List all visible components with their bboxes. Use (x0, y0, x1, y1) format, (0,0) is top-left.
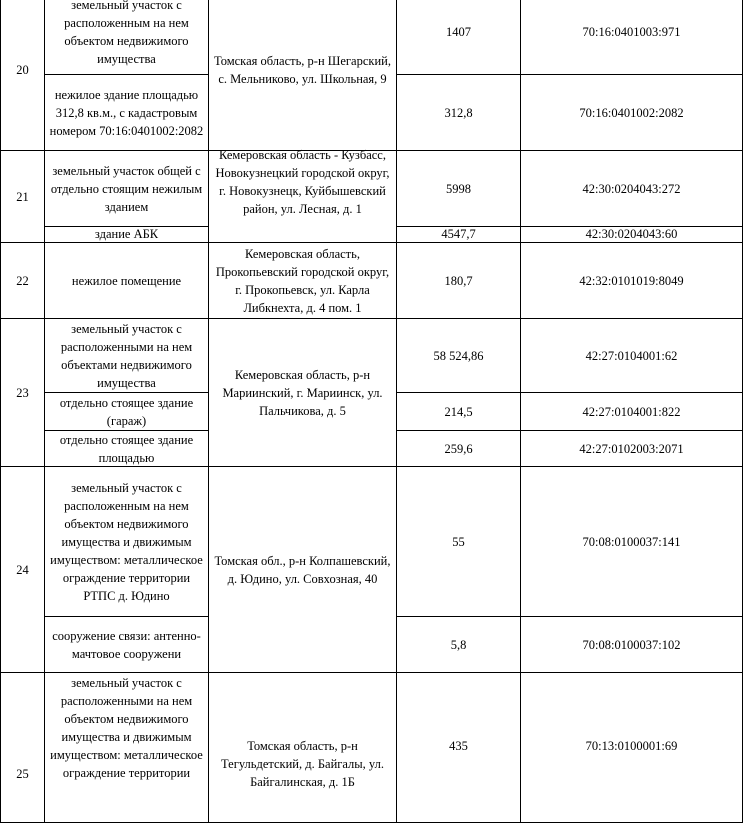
table-row (1, 319, 743, 393)
object-area: 58 524,86 (397, 319, 521, 393)
object-name: нежилое здание площадью 312,8 кв.м., с кадастровым номером 70:16:0401002:2082 (45, 75, 209, 151)
row-number: 21 (1, 151, 45, 243)
object-name: здание АБК (45, 227, 209, 243)
cadastral-number: 42:27:0104001:822 (521, 393, 743, 431)
object-address: Томская область, р-н Тегульдетский, д. Байгалы, ул. Байгалинская, д. 1Б (209, 673, 397, 823)
object-area: 259,6 (397, 431, 521, 467)
object-name: земельный участок с расположенными на нем объектами недвижимого имущества (45, 319, 209, 393)
object-name: земельный участок с расположенными на нем объектом недвижимого имущества и движимым имуществом: металлическое ограждение территории (45, 673, 209, 823)
table-row (1, 0, 743, 75)
object-area: 214,5 (397, 393, 521, 431)
object-name (45, 431, 209, 467)
object-name: земельный участок с расположенным на нем объектом недвижимого имущества и движимым имуществом: металлическое ограждение территории РТПС д. Юдино (45, 467, 209, 617)
cadastral-number: 70:13:0100001:69 (521, 673, 743, 823)
object-address: Томская область, р-н Шегарский, с. Мельниково, ул. Школьная, 9 (209, 0, 397, 151)
object-area: 435 (397, 673, 521, 823)
object-area: 312,8 (397, 75, 521, 151)
object-name: отдельно стоящее здание (гараж) (45, 393, 209, 431)
object-address: Томская обл., р-н Колпашевский, д. Юдино, ул. Совхозная, 40 (209, 467, 397, 673)
object-area: 1407 (397, 0, 521, 75)
object-address: Кемеровская область, р-н Мариинский, г. Мариинск, ул. Пальчикова, д. 5 (209, 319, 397, 467)
row-number: 20 (1, 0, 45, 151)
object-area: 4547,7 (397, 227, 521, 243)
cadastral-number: 42:32:0101019:8049 (521, 243, 743, 319)
object-name-text: отдельно стоящее здание площадью (59, 433, 194, 465)
cadastral-number: 70:08:0100037:102 (521, 617, 743, 673)
cadastral-number: 42:30:0204043:60 (521, 227, 743, 243)
object-address (209, 147, 397, 243)
object-name: земельный участок с расположенным на нем объектом недвижимого имущества (45, 0, 209, 75)
cadastral-number: 70:08:0100037:141 (521, 467, 743, 617)
cadastral-number: 70:16:0401002:2082 (521, 75, 743, 151)
cadastral-number: 70:16:0401003:971 (521, 0, 743, 75)
object-name: нежилое помещение (45, 243, 209, 319)
cadastral-number: 42:30:0204043:272 (521, 151, 743, 227)
row-number: 25 (1, 673, 45, 823)
table-row (1, 673, 743, 823)
address-text: Кемеровская область - Кузбасс, Новокузнецкий городской округ, г. Новокузнецк, Куйбышевский район, ул. Лесная, д. 1 (215, 147, 390, 216)
cadastral-number: 42:27:0104001:62 (521, 319, 743, 393)
object-name: сооружение связи: антенно-мачтовое сооружени (45, 617, 209, 673)
object-name: земельный участок общей с отдельно стоящим нежилым зданием (45, 151, 209, 227)
object-area: 55 (397, 467, 521, 617)
object-area: 5998 (397, 151, 521, 227)
row-number: 24 (1, 467, 45, 673)
object-address: Кемеровская область, Прокопьевский городской округ, г. Прокопьевск, ул. Карла Либкнехта, д. 4 пом. 1 (209, 243, 397, 319)
table-row (1, 243, 743, 319)
cadastral-number: 42:27:0102003:2071 (521, 431, 743, 467)
object-area: 5,8 (397, 617, 521, 673)
row-number: 22 (1, 243, 45, 319)
table-row (1, 151, 743, 227)
table-row (1, 467, 743, 617)
row-number: 23 (1, 319, 45, 467)
object-area: 180,7 (397, 243, 521, 319)
